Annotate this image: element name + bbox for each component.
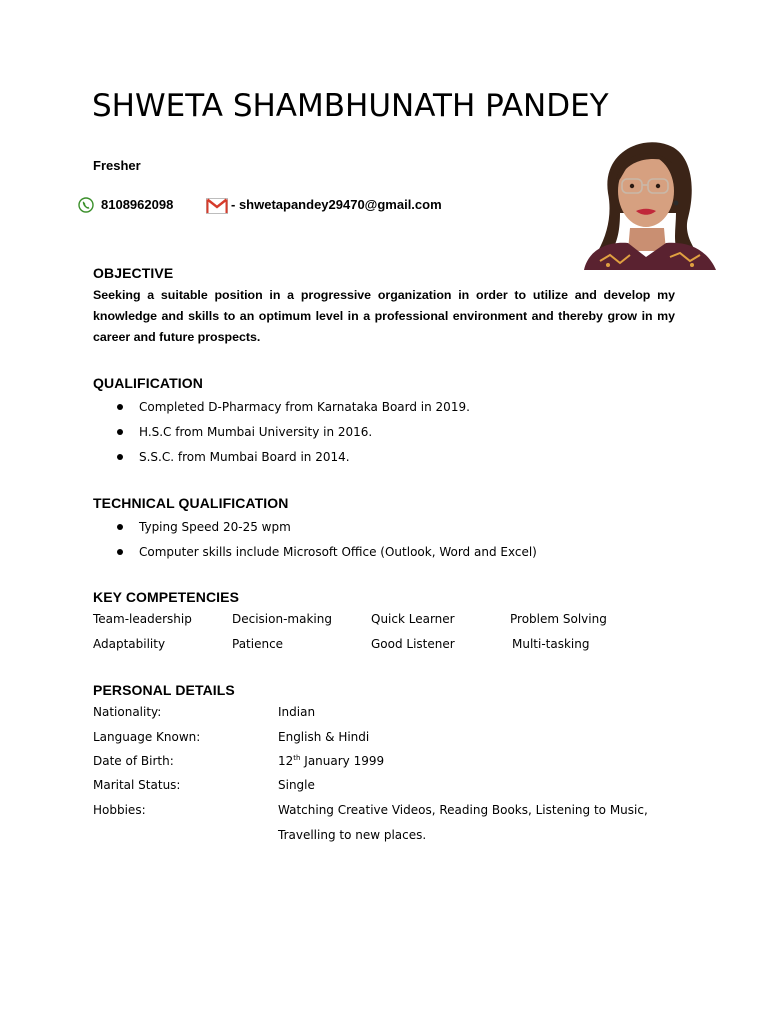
hobbies-label: Hobbies: <box>93 803 146 817</box>
hobbies-value-line1: Watching Creative Videos, Reading Books, Listening to Music, <box>278 803 648 817</box>
hobbies-value-line2: Travelling to new places. <box>278 828 427 842</box>
qualification-heading: QUALIFICATION <box>93 375 203 391</box>
list-item-text: S.S.C. from Mumbai Board in 2014. <box>139 450 350 464</box>
profile-photo <box>580 133 720 270</box>
bullet-icon <box>117 549 123 555</box>
competency-item: Quick Learner <box>371 612 455 626</box>
qualification-list <box>93 398 470 473</box>
mail-icon <box>206 198 228 214</box>
competency-item: Problem Solving <box>510 612 607 626</box>
nationality-label: Nationality: <box>93 705 162 719</box>
competency-item: Team-leadership <box>93 612 192 626</box>
technical-heading: TECHNICAL QUALIFICATION <box>93 495 289 511</box>
dob-value <box>278 754 384 768</box>
nationality-value: Indian <box>278 705 316 719</box>
dob-rest: January 1999 <box>300 754 385 768</box>
list-item <box>93 423 470 448</box>
email-address: - shwetapandey29470@gmail.com <box>231 197 442 212</box>
competencies-heading: KEY COMPETENCIES <box>93 589 240 605</box>
bullet-icon <box>117 454 123 460</box>
competency-item: Adaptability <box>93 637 166 651</box>
competency-item: Good Listener <box>371 637 455 651</box>
dob-label: Date of Birth: <box>93 754 174 768</box>
list-item-text: H.S.C from Mumbai University in 2016. <box>139 425 373 439</box>
candidate-status: Fresher <box>93 158 141 173</box>
technical-list <box>93 518 537 568</box>
personal-details-heading: PERSONAL DETAILS <box>93 682 235 698</box>
list-item <box>93 448 470 473</box>
list-item <box>93 543 537 568</box>
marital-label: Marital Status: <box>93 778 181 792</box>
list-item <box>93 518 537 543</box>
language-value: English & Hindi <box>278 730 370 744</box>
list-item-text: Completed D-Pharmacy from Karnataka Board in 2019. <box>139 400 470 414</box>
dob-suffix: th <box>293 754 301 762</box>
bullet-icon <box>117 524 123 530</box>
language-label: Language Known: <box>93 730 201 744</box>
list-item-text: Typing Speed 20-25 wpm <box>139 520 291 534</box>
objective-text: Seeking a suitable position in a progressive organization in order to utilize and develop my knowledge and skills to an optimum level in a professional environment and thereby grow in my career and future prospects. <box>93 288 675 344</box>
bullet-icon <box>117 429 123 435</box>
resume-name: SHWETA SHAMBHUNATH PANDEY <box>92 88 609 124</box>
marital-value: Single <box>278 778 315 792</box>
list-item <box>93 398 470 423</box>
list-item-text: Computer skills include Microsoft Office (Outlook, Word and Excel) <box>139 545 537 559</box>
phone-icon <box>78 197 94 213</box>
competency-item: Multi-tasking <box>512 637 590 651</box>
dob-day: 12 <box>278 754 294 768</box>
competency-item: Decision-making <box>232 612 332 626</box>
bullet-icon <box>117 404 123 410</box>
phone-number: 8108962098 <box>101 197 174 212</box>
objective-heading: OBJECTIVE <box>93 265 174 281</box>
competency-item: Patience <box>232 637 284 651</box>
